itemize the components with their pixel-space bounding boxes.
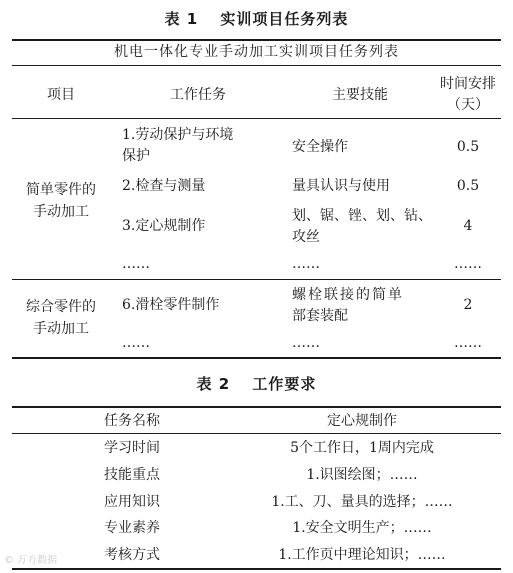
table2-row-value: 1.安全文明生产；……	[292, 520, 432, 536]
table2-row-name: 学习时间	[104, 440, 160, 456]
task-cell: 3.定心规制作	[122, 218, 206, 234]
ellipsis-cell: ……	[122, 256, 150, 272]
task-cell: 保护	[122, 148, 150, 164]
group2-name-line1: 综合零件的	[26, 299, 96, 315]
table1-subtitle: 机电一体化专业手动加工实训项目任务列表	[114, 44, 399, 60]
header-project: 项目	[47, 87, 75, 103]
table2-row-value: 1.工作页中理论知识；……	[278, 547, 446, 563]
table2-bottom-rule	[12, 568, 501, 570]
table2-row-value: 1.识图绘图；……	[306, 467, 418, 483]
time-cell: 4	[463, 218, 473, 234]
table2-header-rule	[12, 433, 501, 434]
table2-row-name: 考核方式	[104, 547, 160, 563]
group2-name-line2: 手动加工	[33, 321, 89, 337]
header-task: 工作任务	[170, 87, 226, 103]
ellipsis-cell: ……	[292, 335, 320, 351]
table2-row-value: 1.工、刀、量具的选择；……	[271, 494, 453, 510]
table1-top-rule	[12, 39, 501, 41]
table2-row-value: 5个工作日，1周内完成	[290, 440, 434, 456]
ellipsis-cell: ……	[454, 256, 482, 272]
group1-name-line2: 手动加工	[33, 204, 89, 220]
table2-caption: 表 2 工作要求	[196, 375, 317, 393]
table2-row-name: 专业素养	[104, 520, 160, 536]
table1-header-rule	[12, 118, 501, 119]
skill-cell: 量具认识与使用	[292, 178, 390, 194]
time-cell: 2	[463, 297, 473, 313]
skill-cell: 螺栓联接的简单	[292, 287, 404, 303]
ellipsis-cell: ……	[292, 256, 320, 272]
ellipsis-cell: ……	[454, 335, 482, 351]
skill-cell: 攻丝	[292, 229, 320, 245]
task-cell: 6.滑栓零件制作	[122, 297, 220, 313]
ellipsis-cell: ……	[122, 335, 150, 351]
task-cell: 1.劳动保护与环境	[122, 127, 234, 143]
skill-cell: 安全操作	[292, 139, 348, 155]
table2-header-name: 任务名称	[104, 413, 160, 429]
time-cell: 0.5	[456, 139, 480, 155]
time-cell: 0.5	[456, 178, 480, 194]
header-time-line1: 时间安排	[440, 76, 496, 92]
skill-cell: 部套装配	[292, 308, 348, 324]
table2-top-rule	[12, 406, 501, 408]
table1-caption: 表 1 实训项目任务列表	[164, 10, 349, 28]
watermark-text: © 万方数据	[4, 555, 58, 566]
table2-row-name: 应用知识	[104, 494, 160, 510]
header-skill: 主要技能	[332, 87, 388, 103]
table1-subtitle-rule	[12, 65, 501, 66]
table1-group-rule	[12, 279, 501, 280]
skill-cell: 划、锯、锉、划、钻、	[292, 208, 432, 224]
table2-header-value: 定心规制作	[327, 413, 397, 429]
table2-row-name: 技能重点	[104, 467, 160, 483]
group1-name-line1: 简单零件的	[26, 182, 96, 198]
table1-bottom-rule	[12, 357, 501, 359]
header-time-line2: （天）	[447, 97, 489, 113]
task-cell: 2.检查与测量	[122, 178, 206, 194]
